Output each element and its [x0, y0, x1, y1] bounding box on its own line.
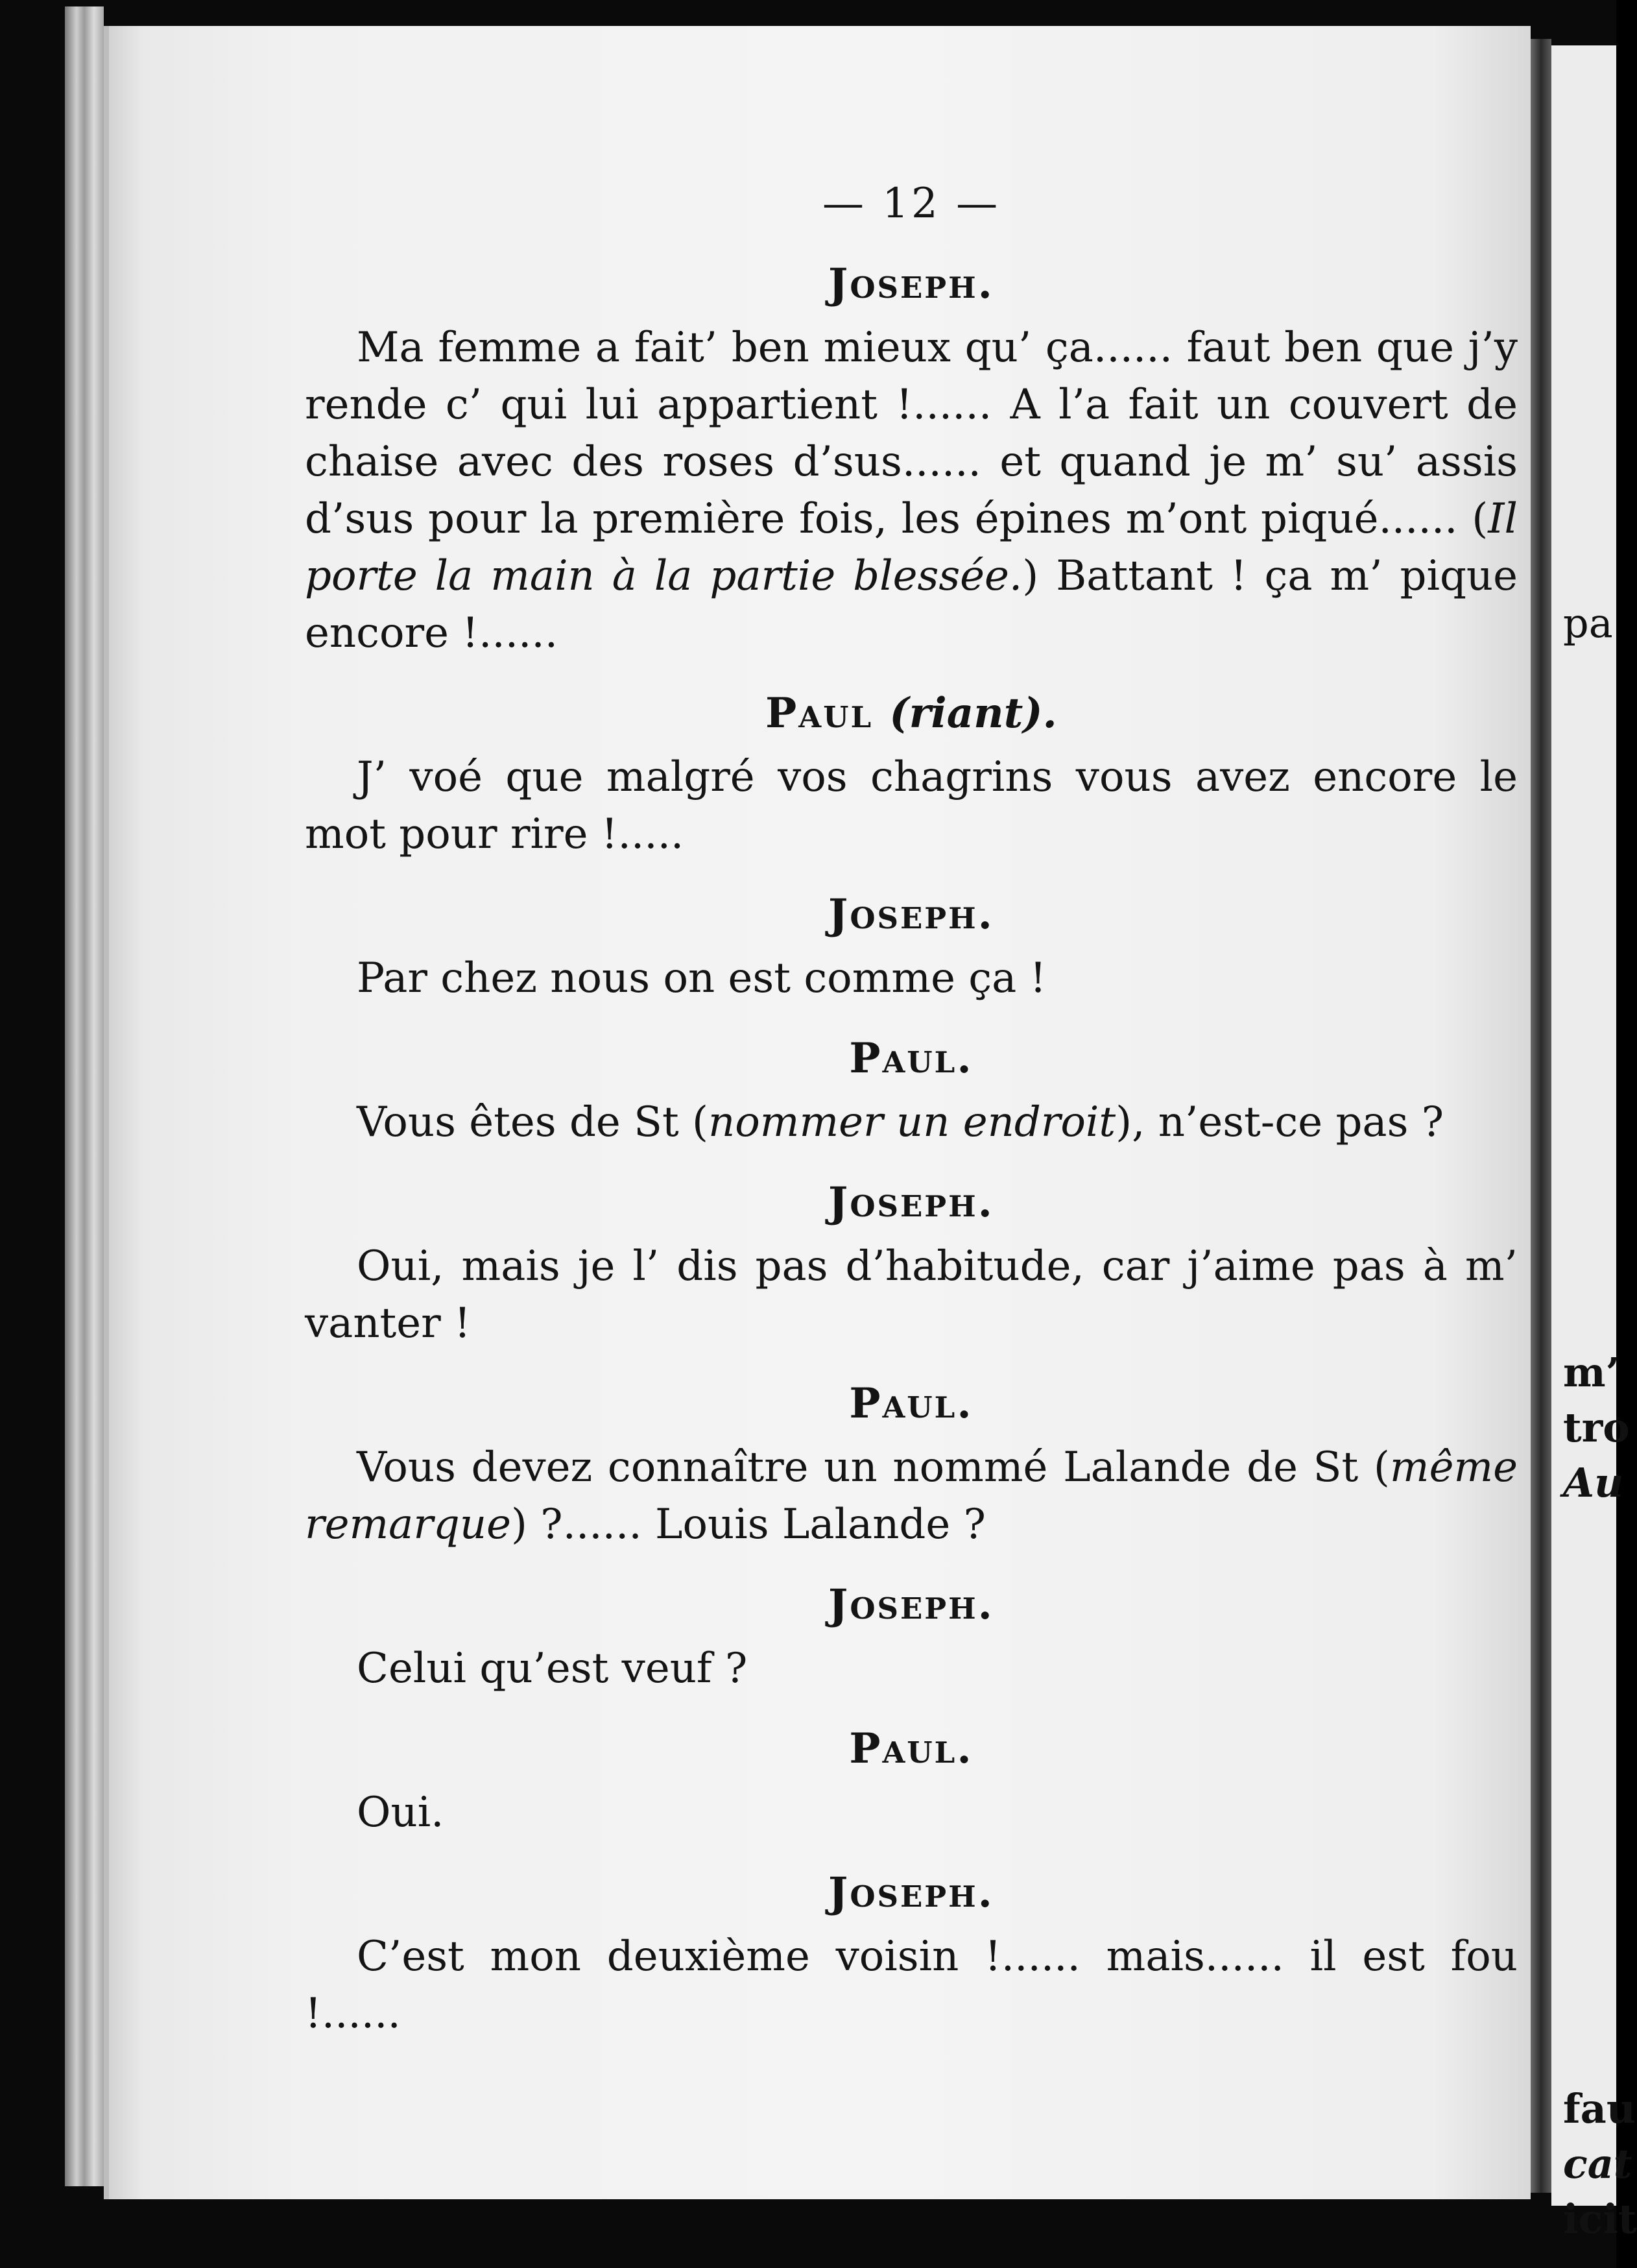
speaker-label: Joseph.	[828, 890, 994, 939]
speaker-label: Joseph.	[828, 259, 994, 308]
speaker-label: Joseph.	[828, 1868, 994, 1917]
stage-direction: (riant).	[889, 689, 1057, 738]
facing-page-text: icit	[1563, 2195, 1637, 2243]
speaker-name	[305, 1174, 1518, 1231]
speaker-name	[305, 886, 1518, 943]
stage-direction: même remarque	[305, 1443, 1518, 1549]
facing-page-text: Au	[1563, 1459, 1624, 1506]
speech-text: Vous devez connaître un nommé Lalande de St (	[357, 1443, 1390, 1491]
page-text	[305, 175, 1518, 2042]
speech-text: ), n’est-ce pas ?	[1116, 1098, 1444, 1146]
dialogue-line	[305, 1439, 1518, 1553]
speech-text: C’est mon deuxième voisin !...... mais...... il est fou !......	[305, 1933, 1518, 2038]
speech-text: Ma femme a fait’ ben mieux qu’ ça...... faut ben que j’y rende c’ qui lui appartient !...... A l’a fait un couvert de chaise avec des roses d’sus...... et quand je m’ su’ assis d’sus pour la première fois, les épines m’ont piqué...... (	[305, 324, 1518, 543]
stage-direction: nommer un endroit	[708, 1098, 1116, 1146]
facing-page-text: tro	[1563, 1404, 1630, 1451]
dialogue-line	[305, 319, 1518, 662]
speaker-name	[305, 1864, 1518, 1922]
speech-text: ) Battant ! ça m’ pique encore !......	[305, 552, 1518, 657]
facing-page-text: pa	[1563, 599, 1613, 647]
speaker-label: Joseph.	[828, 1580, 994, 1629]
dialogue-line	[305, 950, 1518, 1007]
speech-text: Vous êtes de St (	[357, 1098, 708, 1146]
dialogue-line	[305, 1238, 1518, 1352]
dialogue-line	[305, 1784, 1518, 1841]
dialogue-line	[305, 749, 1518, 863]
book-gutter	[1531, 39, 1551, 2193]
speech-text: Oui.	[357, 1789, 444, 1837]
speaker-name	[305, 256, 1518, 313]
dialogue-container	[305, 256, 1518, 2042]
facing-page-text: cat	[1563, 2140, 1632, 2188]
facing-page-text: fau	[1563, 2085, 1636, 2132]
speech-text: ) ?...... Louis Lalande ?	[510, 1501, 986, 1549]
speaker-label: Paul.	[849, 1379, 974, 1428]
speaker-name	[305, 1030, 1518, 1087]
speaker-name	[305, 685, 1518, 742]
dialogue-line	[305, 1094, 1518, 1151]
speaker-name	[305, 1375, 1518, 1432]
speech-text: J’ voé que malgré vos chagrins vous avez encore le mot pour rire !.....	[305, 753, 1518, 858]
speaker-name	[305, 1720, 1518, 1778]
speaker-label: Paul.	[849, 1724, 974, 1773]
speech-text: Celui qu’est veuf ?	[357, 1645, 748, 1693]
dialogue-line	[305, 1928, 1518, 2042]
facing-page-fragment	[1551, 45, 1637, 2243]
speech-text: Oui, mais je l’ dis pas d’habitude, car j’aime pas à m’ vanter !	[305, 1242, 1518, 1347]
page-number: — 12 —	[822, 180, 1001, 228]
speaker-label: Paul	[765, 689, 874, 738]
facing-page-text: m’	[1563, 1349, 1620, 1396]
speaker-name	[305, 1576, 1518, 1634]
speech-text: Par chez nous on est comme ça !	[357, 954, 1047, 1002]
speaker-label: Paul.	[849, 1034, 974, 1083]
speaker-label: Joseph.	[828, 1178, 994, 1227]
page-edge-stack	[65, 6, 104, 2186]
stage-direction: Il porte la main à la partie blessée.	[305, 495, 1518, 600]
dialogue-line	[305, 1640, 1518, 1697]
